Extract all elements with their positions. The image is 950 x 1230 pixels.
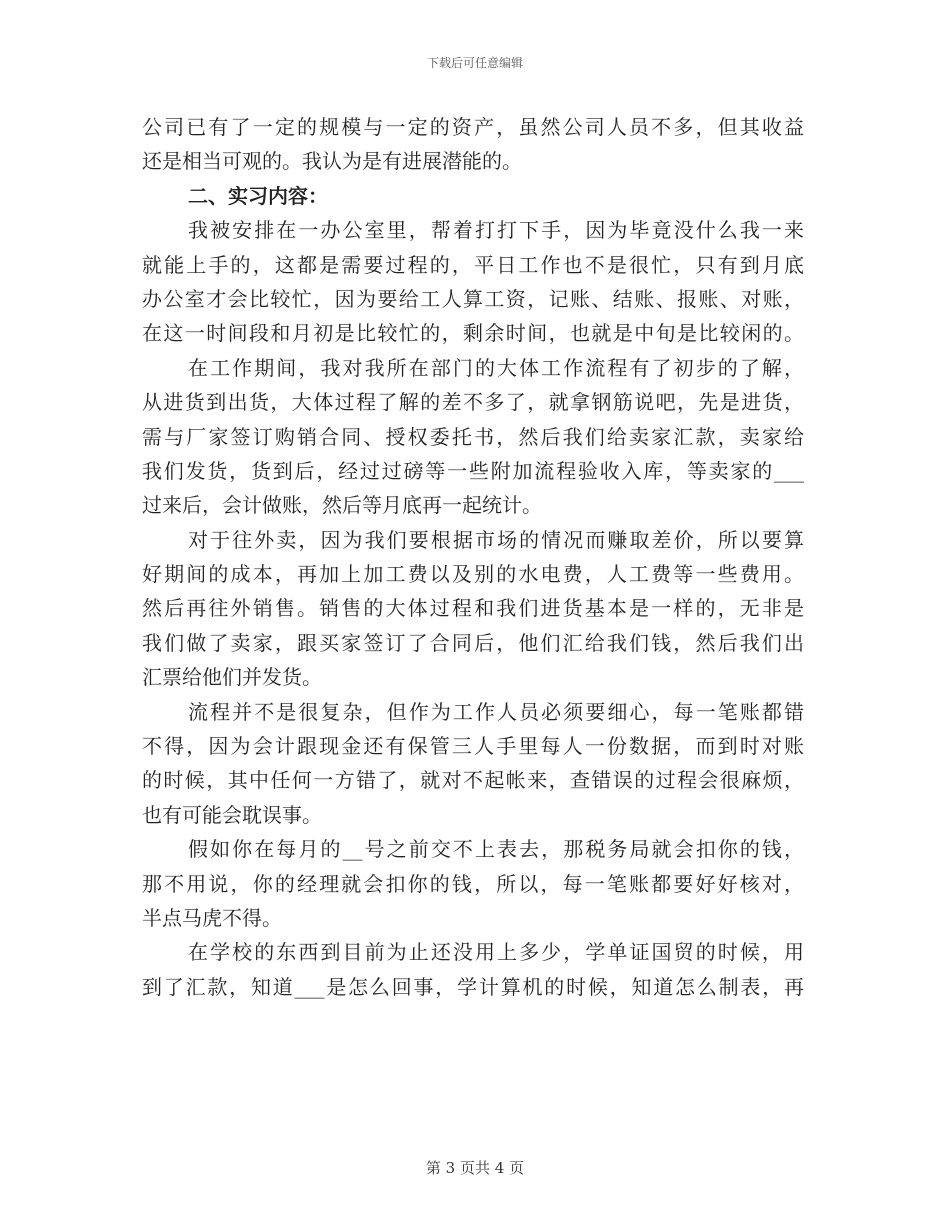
text-line: 对于往外卖，因为我们要根据市场的情况而赚取差价，所以要算 [188,527,804,552]
text-line: 的时候，其中任何一方错了，就对不起帐来，查错误的过程会很麻烦， [142,768,804,793]
text-line: 还是相当可观的。我认为是有进展潜能的。 [142,149,522,174]
section-heading: 二、实习内容： [188,183,328,208]
text-line: 就能上手的，这都是需要过程的，平日工作也不是很忙，只有到月底 [142,252,804,277]
text-line: 在这一时间段和月初是比较忙的，剩余时间，也就是中旬是比较闲的。 [142,321,804,346]
page-footer: 第 3 页共 4 页 [425,1159,525,1177]
text-line: 我们做了卖家，跟买家签订了合同后，他们汇给我们钱，然后我们出 [142,630,804,655]
text-line: 我们发货，货到后，经过过磅等一些附加流程验收入库，等卖家的___ [142,458,804,483]
text-line: 流程并不是很复杂，但作为工作人员必须要细心，每一笔账都错 [188,699,804,724]
text-line: 需与厂家签订购销合同、授权委托书，然后我们给卖家汇款，卖家给 [142,424,804,449]
text-line: 不得，因为会计跟现金还有保管三人手里每人一份数据，而到时对账 [142,734,804,759]
text-line: 那不用说，你的经理就会扣你的钱，所以，每一笔账都要好好核对， [142,871,804,896]
text-line: 到了汇款，知道___是怎么回事，学计算机的时候，知道怎么制表，再 [142,974,804,999]
text-line: 假如你在每月的__号之前交不上表去，那税务局就会扣你的钱， [188,837,804,862]
text-line: 在工作期间，我对我所在部门的大体工作流程有了初步的了解， [188,355,804,380]
text-line: 然后再往外销售。销售的大体过程和我们进货基本是一样的，无非是 [142,596,804,621]
text-line: 好期间的成本，再加上加工费以及别的水电费，人工费等一些费用。 [142,562,804,587]
text-line: 从进货到出货，大体过程了解的差不多了，就拿钢筋说吧，先是进货， [142,390,804,415]
text-line: 在学校的东西到目前为止还没用上多少，学单证国贸的时候，用 [188,940,804,965]
text-line: 过来后，会计做账，然后等月底再一起统计。 [142,493,542,518]
document-body [142,110,804,1004]
text-line: 也有可能会耽误事。 [142,802,322,827]
text-line: 半点马虎不得。 [142,905,282,930]
text-line: 办公室才会比较忙，因为要给工人算工资，记账、结账、报账、对账， [142,286,804,311]
page-header: 下载后可任意编辑 [426,56,523,70]
text-line: 公司已有了一定的规模与一定的资产，虽然公司人员不多，但其收益 [142,115,804,139]
text-line: 汇票给他们并发货。 [142,665,322,690]
text-line: 我被安排在一办公室里，帮着打打下手，因为毕竟没什么我一来 [188,218,804,243]
